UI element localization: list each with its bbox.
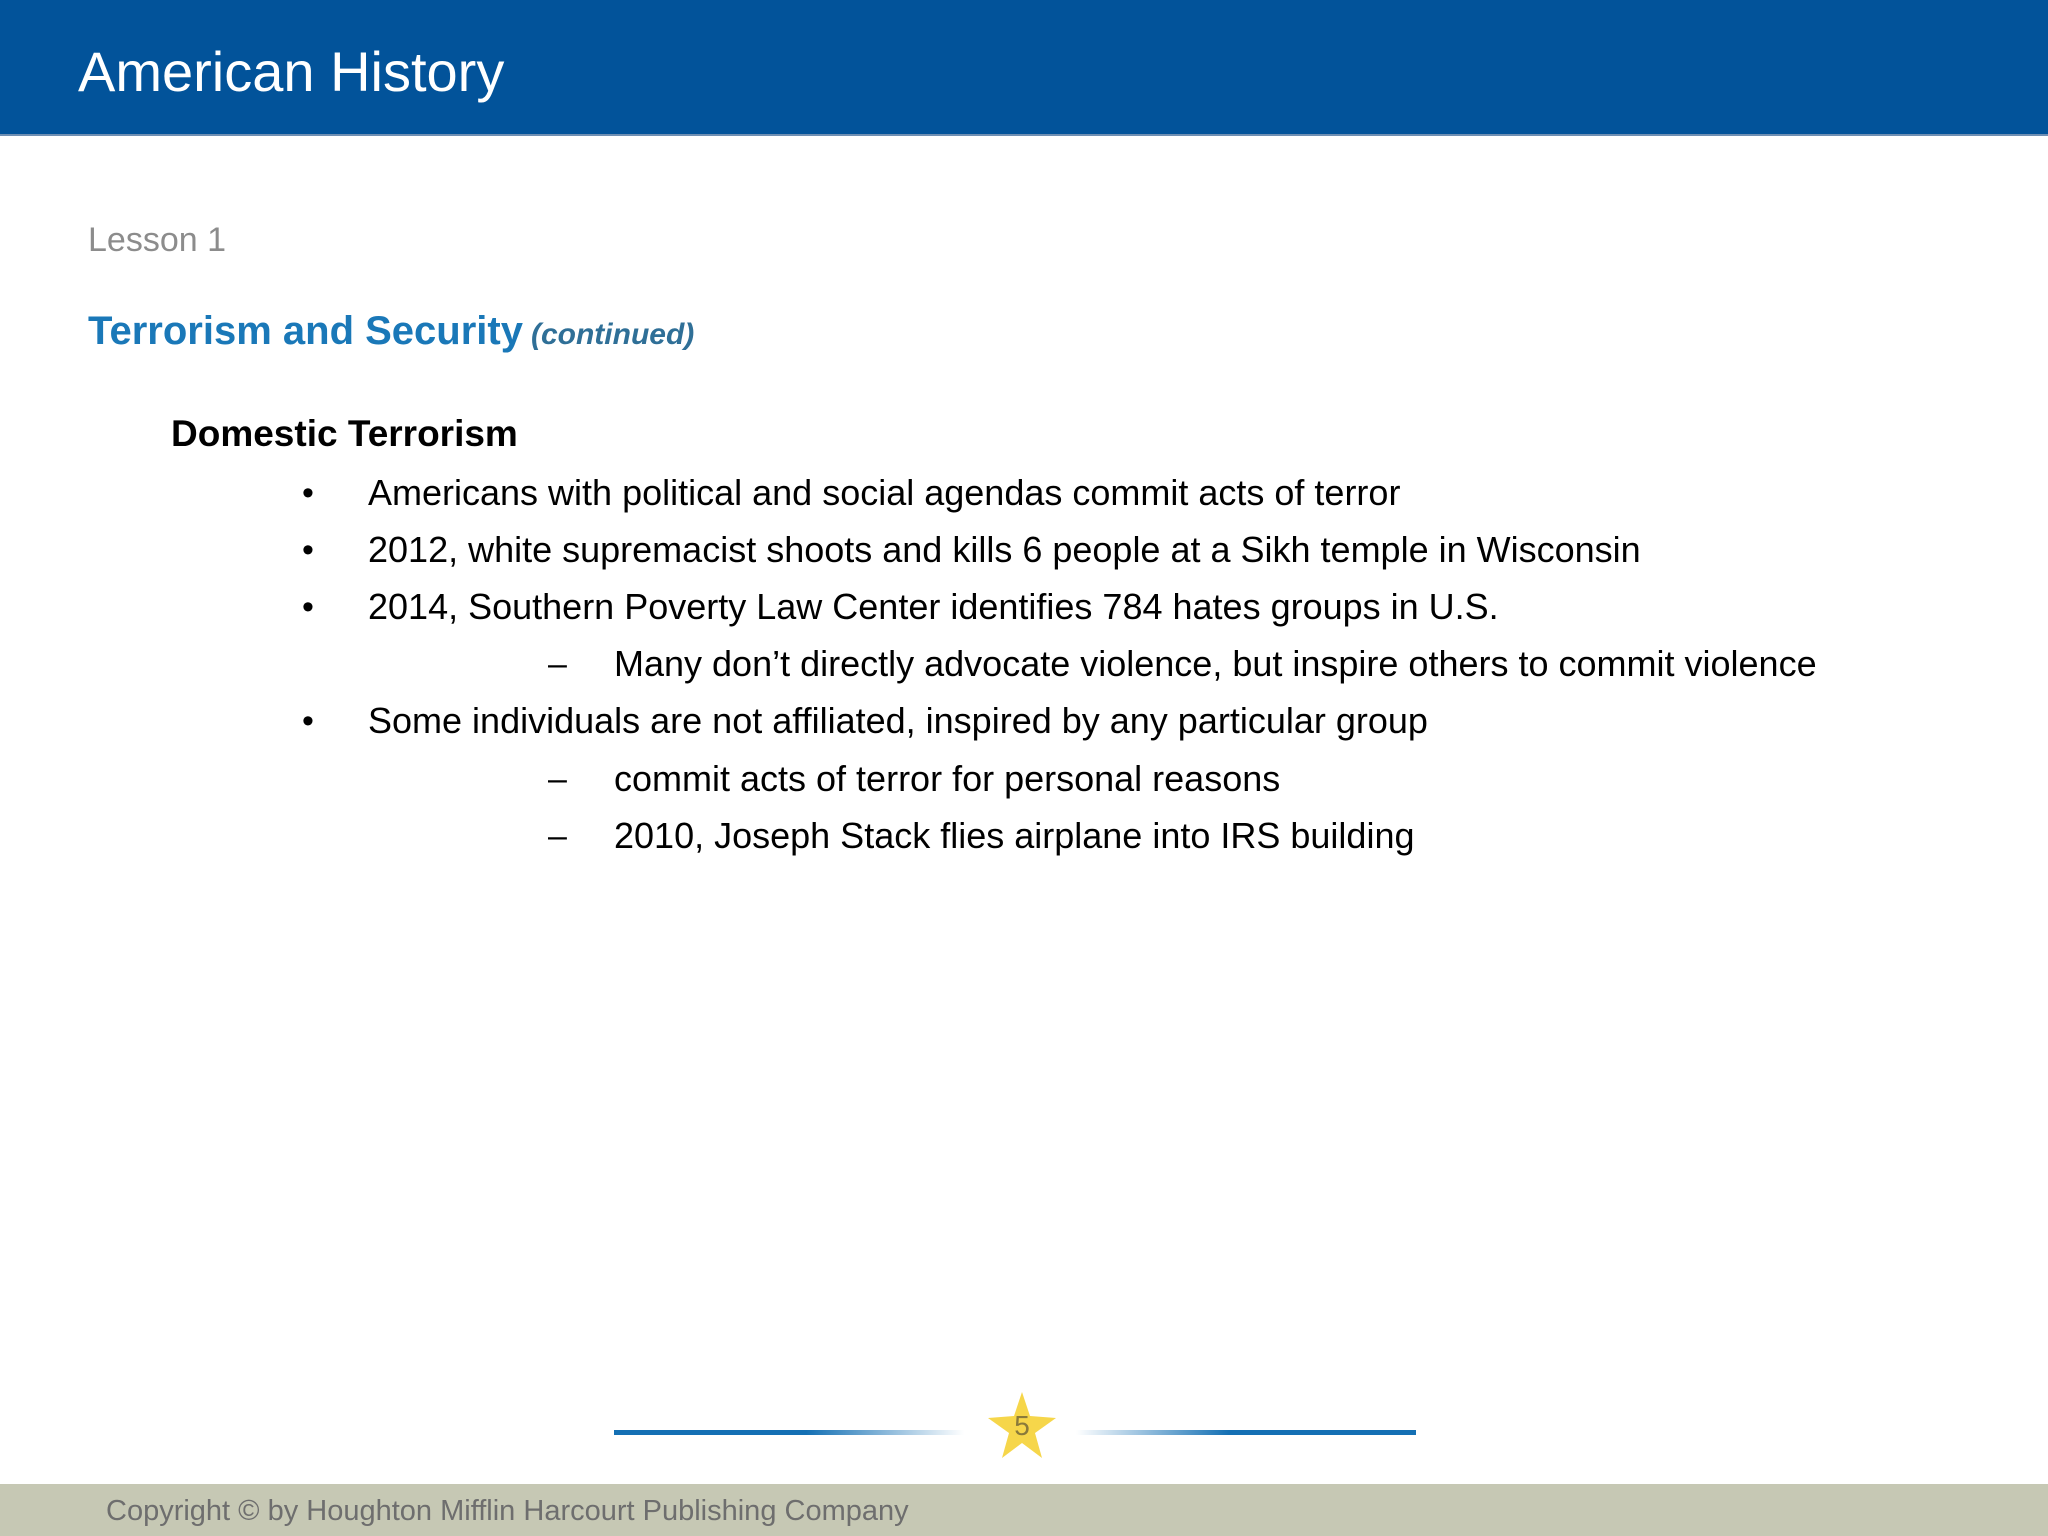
list-item-text: 2012, white supremacist shoots and kills 6 people at a Sikh temple in Wisconsin: [368, 529, 1641, 570]
bullet-marker: •: [302, 531, 314, 569]
bullet-marker: •: [302, 702, 314, 740]
section-title-text: Terrorism and Security: [88, 309, 523, 353]
section-title-qualifier: (continued): [530, 318, 695, 351]
list-item-text: Americans with political and social agendas commit acts of terror: [368, 472, 1401, 513]
section-title: [88, 306, 694, 360]
page-number: 5: [1014, 1410, 1030, 1441]
header-title: American History: [78, 40, 505, 103]
bullet-marker: •: [302, 588, 314, 626]
footer-rule-right: [1076, 1430, 1416, 1435]
list-subitem-text: Many don’t directly advocate violence, but inspire others to commit violence: [614, 643, 1817, 684]
subheading: Domestic Terrorism: [171, 413, 518, 454]
list-subitem-text: commit acts of terror for personal reasons: [614, 758, 1281, 799]
bullet-marker: •: [302, 474, 314, 512]
dash-marker: –: [548, 817, 567, 855]
list-subitem-text: 2010, Joseph Stack flies airplane into IRS building: [614, 815, 1415, 856]
list-item-text: Some individuals are not affiliated, inspired by any particular group: [368, 700, 1428, 741]
list-item-text: 2014, Southern Poverty Law Center identifies 784 hates groups in U.S.: [368, 586, 1499, 627]
copyright-text: Copyright © by Houghton Mifflin Harcourt Publishing Company: [106, 1495, 909, 1527]
header-bar: [0, 0, 2048, 136]
dash-marker: –: [548, 645, 567, 683]
dash-marker: –: [548, 760, 567, 798]
lesson-label: Lesson 1: [88, 221, 226, 259]
footer-rule-left: [614, 1430, 964, 1435]
